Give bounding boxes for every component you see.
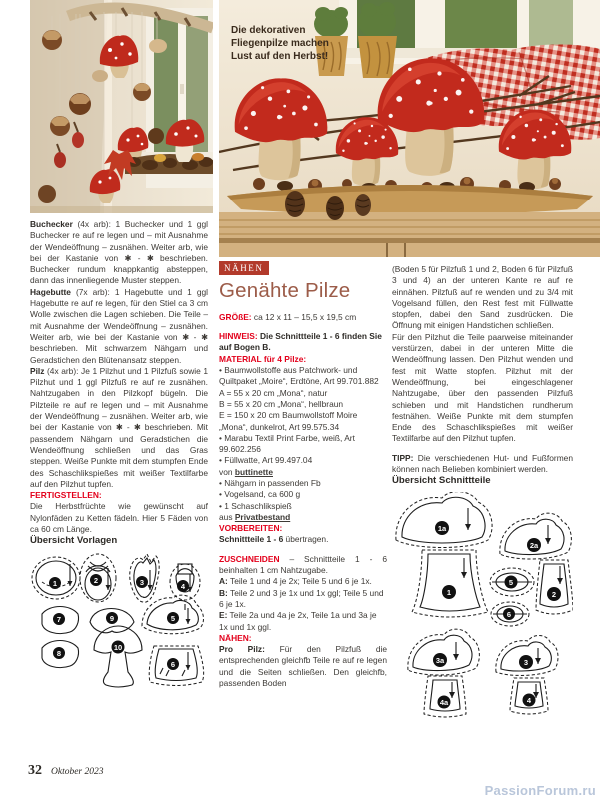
naehen-text: Pro Pilz: Für den Pilzfuß die entsprechenden gleichfb Teile re auf re legen und die Seiten schließen. Den gleichfb, passenden Boden xyxy=(219,644,387,689)
naehen-heading: NÄHEN: xyxy=(219,632,252,643)
svg-text:2: 2 xyxy=(551,589,557,599)
svg-text:4: 4 xyxy=(180,581,186,591)
pilz-label: Pilz xyxy=(30,365,45,376)
material-item: A = 55 x 20 cm „Mona“, natur xyxy=(219,387,328,398)
material-item: • Vogelsand, ca 600 g xyxy=(219,489,301,500)
photo-autumn-mobile xyxy=(30,0,213,213)
paragraph-hagebutte: Hagebutte (7x arb): 1 Hagebutte und 1 ggl Hagebutte re auf re legen, für den Stiel ca 3 cm Wolle zwischen die Lagen schieben. Die Teile – mit Ausnahme der Wendeöffnung – zusnähen. Weiter arb, wie bei der Kastanie von ✱ - ✱ beschrieben. Mit schwarzem Nähgarn und Geradstichen den Blütenansatz steppen. xyxy=(30,286,208,365)
schnittteile-diagram xyxy=(392,492,573,722)
watermark: PassionForum.ru xyxy=(484,783,596,798)
svg-text:3a: 3a xyxy=(435,655,445,665)
photo-mushroom-tray xyxy=(219,0,600,257)
middle-column xyxy=(219,261,387,689)
svg-text:6: 6 xyxy=(506,609,512,619)
svg-text:4: 4 xyxy=(526,695,532,705)
autumn-mobile-illustration xyxy=(30,0,213,213)
svg-text:3: 3 xyxy=(139,577,145,587)
svg-text:9: 9 xyxy=(109,613,115,623)
paragraph-buchecker: Buchecker (4x arb): 1 Buchecker und 1 ggl Buchecker re auf re legen und – mit Ausnahme der Wendeöffnung – zusnähen. Weiter arb, wie bei der Kastanie von ✱ - ✱ beschrieben. Buchecker rundum knappkantig absteppen, dann das innenliegende Muster steppen. xyxy=(30,219,208,286)
svg-text:3: 3 xyxy=(523,657,529,667)
article-title: Genähte Pilze xyxy=(219,279,351,303)
svg-text:7: 7 xyxy=(56,614,62,624)
tipp-line: TIPP: Die verschiedenen Hut- und Fußformen können nach Belieben kombiniert werden. xyxy=(392,452,573,475)
svg-text:5: 5 xyxy=(508,577,514,587)
page-footer xyxy=(28,761,104,779)
svg-text:6: 6 xyxy=(170,659,176,669)
material-item: E = 150 x 20 cm Baumwollstoff Moire „Mona“, dunkelrot, Art 99.575.34 xyxy=(219,410,358,432)
size-line: GRÖßE: ca 12 x 11 – 15,5 x 19,5 cm xyxy=(219,311,357,322)
issue-date: Oktober 2023 xyxy=(51,767,104,777)
paragraph-pilz: Pilz (4x arb): Je 1 Pilzhut und 1 Pilzfuß sowie 1 Pilzhut und 1 ggl Pilzfuß re auf re zusnähen. Nahtzugaben in den Pilzkopf bügeln. Die Pilzteile re auf re legen und – mit Ausnahme der Wendeöffnung – zusnähen. Weiter arb, wie bei der Kastanie von ✱ - ✱ beschrieben. Mit passendem Nähgarn und Geradstichen die Wendeöffnung schließen und das Gras steppen. Weiße Punkte mit dem stumpfen Ende des Schaschlikspießes mit weißer Textilfarbe auf den Pilzhut tupfen. xyxy=(30,365,208,489)
buchecker-label: Buchecker xyxy=(30,219,73,229)
material-item: • Baumwollstoffe aus Patchwork- und Quiltpaket „Moire“, Erdtöne, Art 99.701.882 xyxy=(219,365,379,387)
material-item: • 1 Schaschlikspieß xyxy=(219,500,292,511)
svg-text:1: 1 xyxy=(52,578,58,588)
cut-a: A: Teile 1 und 4 je 2x; Teile 5 und 6 je 1x. xyxy=(219,576,372,587)
continuation-paragraph-1: (Boden 5 für Pilzfuß 1 und 2, Boden 6 für Pilzfuß 3 und 4) an der unteren Kante re auf re einnähen. Pilzfuß auf re wenden und zu 3/4 mit Vogelsand füllen, den Rest fest mit Füllwatte stopfen, dabei den Sand zusdrücken. Die Öffnung mit einigen Handstichen schließen. xyxy=(392,264,573,331)
svg-text:2: 2 xyxy=(93,575,99,585)
cut-e: E: Teile 2a und 4a je 2x, Teile 1a und 3a je 1x und 1x ggl. xyxy=(219,610,377,632)
material-item: • Füllwatte, Art 99.497.04 xyxy=(219,455,313,466)
vorlagen-diagram xyxy=(30,552,208,688)
vorbereiten-heading: VORBEREITEN: xyxy=(219,523,283,534)
material-item: B = 55 x 20 cm „Mona“, hellbraun xyxy=(219,398,344,409)
svg-text:5: 5 xyxy=(170,613,176,623)
hagebutte-label: Hagebutte xyxy=(30,286,71,297)
right-column xyxy=(392,264,573,722)
material-heading: MATERIAL für 4 Pilze: xyxy=(219,353,307,364)
hinweis-line: HINWEIS: Die Schnittteile 1 - 6 finden Sie auf Bogen B. xyxy=(219,331,382,353)
left-column xyxy=(30,219,208,688)
svg-text:8: 8 xyxy=(56,648,62,658)
svg-text:10: 10 xyxy=(113,642,123,652)
svg-text:1: 1 xyxy=(446,587,452,597)
material-item: • Nähgarn in passenden Fb xyxy=(219,478,321,488)
page-number: 32 xyxy=(28,763,42,778)
svg-text:1a: 1a xyxy=(437,523,447,533)
vorlagen-heading: Übersicht Vorlagen xyxy=(30,535,118,547)
section-kicker: NÄHEN xyxy=(219,261,269,275)
svg-text:2a: 2a xyxy=(529,540,539,550)
fertigstellen-heading: FERTIGSTELLEN: xyxy=(30,490,102,501)
fertigstellen-text: Die Herbstfrüchte wie gewünscht auf Nylonfäden zu Ketten fädeln. Hier 5 Fäden von ca 60 cm Länge. xyxy=(30,501,208,535)
photo-caption: Die dekorativen Fliegenpilze machen Lust auf den Herbst! xyxy=(231,25,329,63)
zuschneiden-line: ZUSCHNEIDEN – Schnittteile 1 - 6 beinhalten 1 cm Nahtzugabe. xyxy=(219,553,387,576)
supplier-line: aus Privatbestand xyxy=(219,511,291,522)
material-item: • Marabu Textil Print Farbe, weiß, Art 99.602.256 xyxy=(219,432,355,455)
supplier-line: von buttinette xyxy=(219,466,273,477)
svg-text:4a: 4a xyxy=(439,697,449,707)
brand-buttinette: buttinette xyxy=(234,466,273,477)
schnittteile-heading: Übersicht Schnittteile xyxy=(392,475,491,487)
vorbereiten-text: Schnittteile 1 - 6 übertragen. xyxy=(219,534,329,545)
cut-b: B: Teile 2 und 3 je 1x und 1x ggl; Teile 5 und 6 je 1x. xyxy=(219,587,384,609)
brand-privatbestand: Privatbestand xyxy=(234,511,291,522)
continuation-paragraph-2: Für den Pilzhut die Teile paarweise miteinander verstürzen, dabei in der unteren Mitte die Wendeöffnung lassen. Den Pilzhut wenden und fest mit Watte stopfen. Pilzhut mit der Wendeöffnung, bei eingeschlagener Nahtzugabe, über den passenden Pilzfuß schieben und mit Handstichen rundherum festnähen. Weiße Punkte mit dem stumpfen Ende des Schaschlikspießes mit weißer Textilfarbe auf den Pilzhut tupfen. xyxy=(392,331,573,444)
